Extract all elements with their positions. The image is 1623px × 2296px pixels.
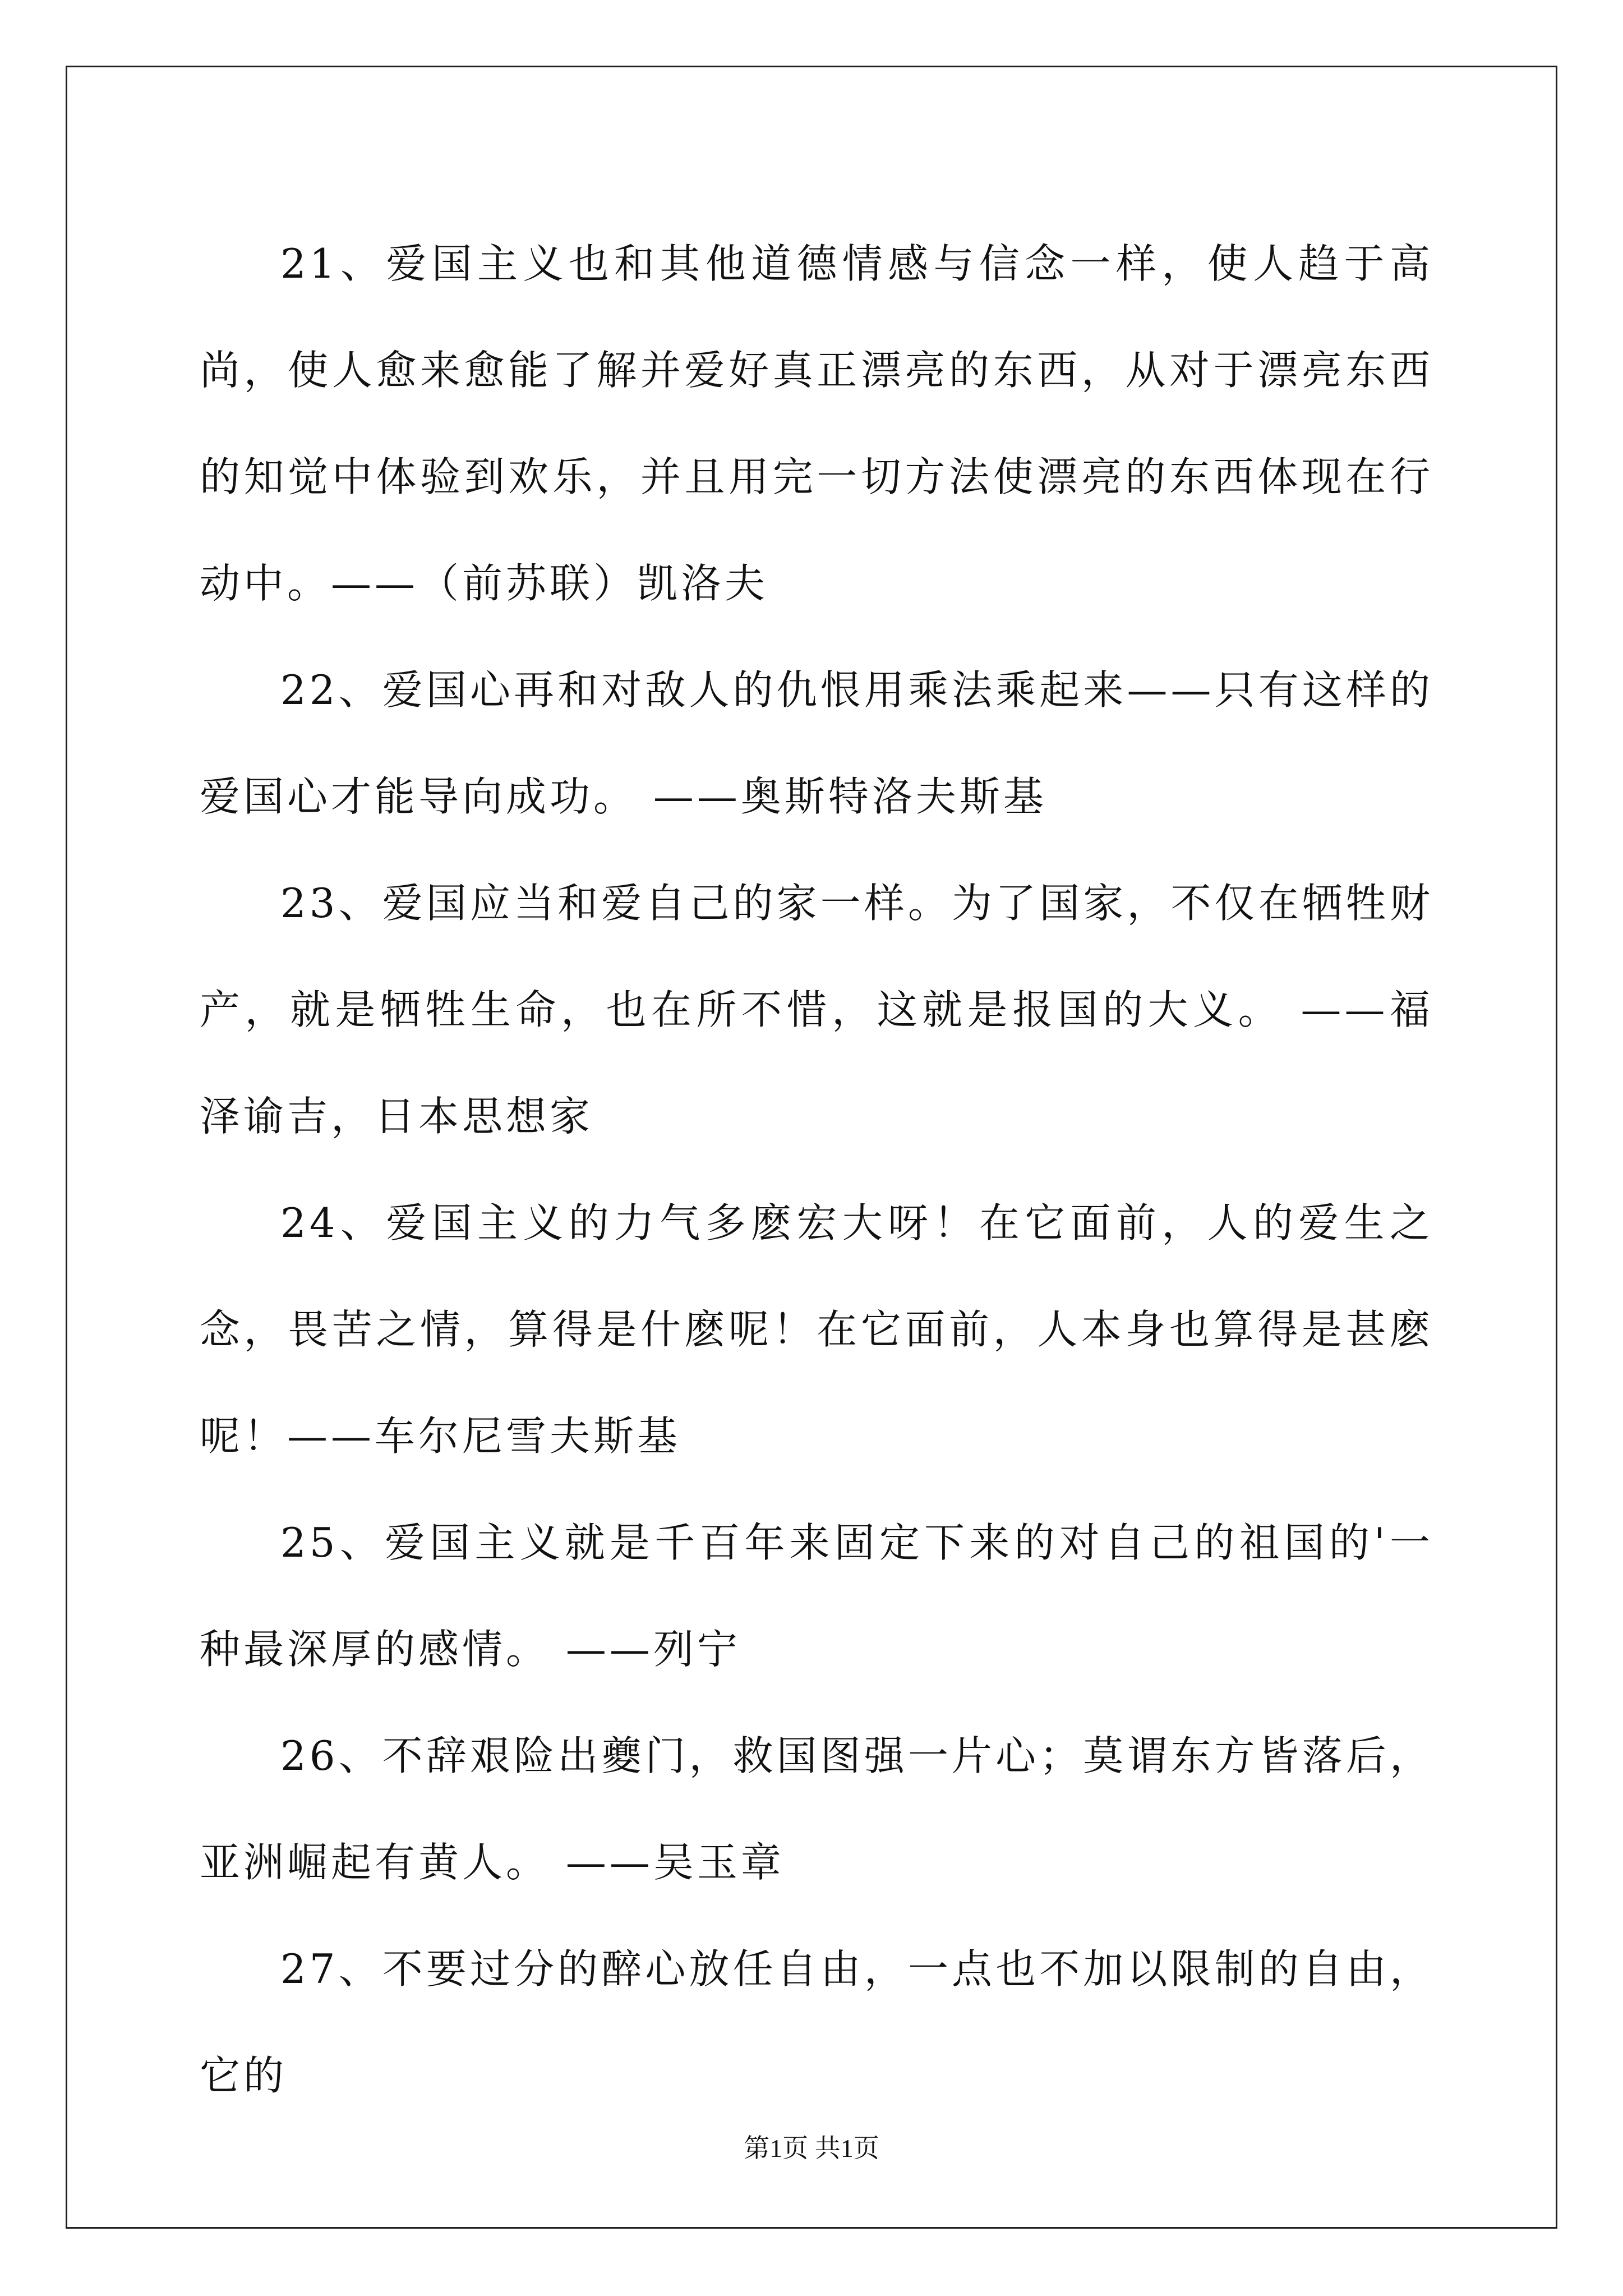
quote-paragraph-24: 24、爱国主义的力气多麽宏大呀！在它面前，人的爱生之念，畏苦之情，算得是什麽呢！在它面前，人本身也算得是甚麽呢！——车尔尼雪夫斯基 [200, 1199, 1433, 1460]
quote-paragraph-25: 25、爱国主义就是千百年来固定下来的对自己的祖国的'一种最深厚的感情。 ——列宁 [200, 1519, 1433, 1673]
quote-paragraph-23: 23、爱国应当和爱自己的家一样。为了国家，不仅在牺牲财产，就是牺牲生命，也在所不惜，这就是报国的大义。 ——福泽谕吉，日本思想家 [200, 880, 1433, 1140]
document-body [200, 210, 1433, 2129]
page-footer: 第1页 共1页 [744, 2134, 879, 2162]
quote-paragraph-27: 27、不要过分的醉心放任自由，一点也不加以限制的自由，它的 [200, 1945, 1433, 2099]
quote-paragraph-22: 22、爱国心再和对敌人的仇恨用乘法乘起来——只有这样的爱国心才能导向成功。 ——奥斯特洛夫斯基 [200, 666, 1433, 820]
quote-paragraph-21: 21、爱国主义也和其他道德情感与信念一样，使人趋于高尚，使人愈来愈能了解并爱好真正漂亮的东西，从对于漂亮东西的知觉中体验到欢乐，并且用完一切方法使漂亮的东西体现在行动中。——（前苏联）凯洛夫 [200, 240, 1433, 607]
quote-paragraph-26: 26、不辞艰险出夔门，救国图强一片心；莫谓东方皆落后，亚洲崛起有黄人。 ——吴玉章 [200, 1732, 1433, 1886]
